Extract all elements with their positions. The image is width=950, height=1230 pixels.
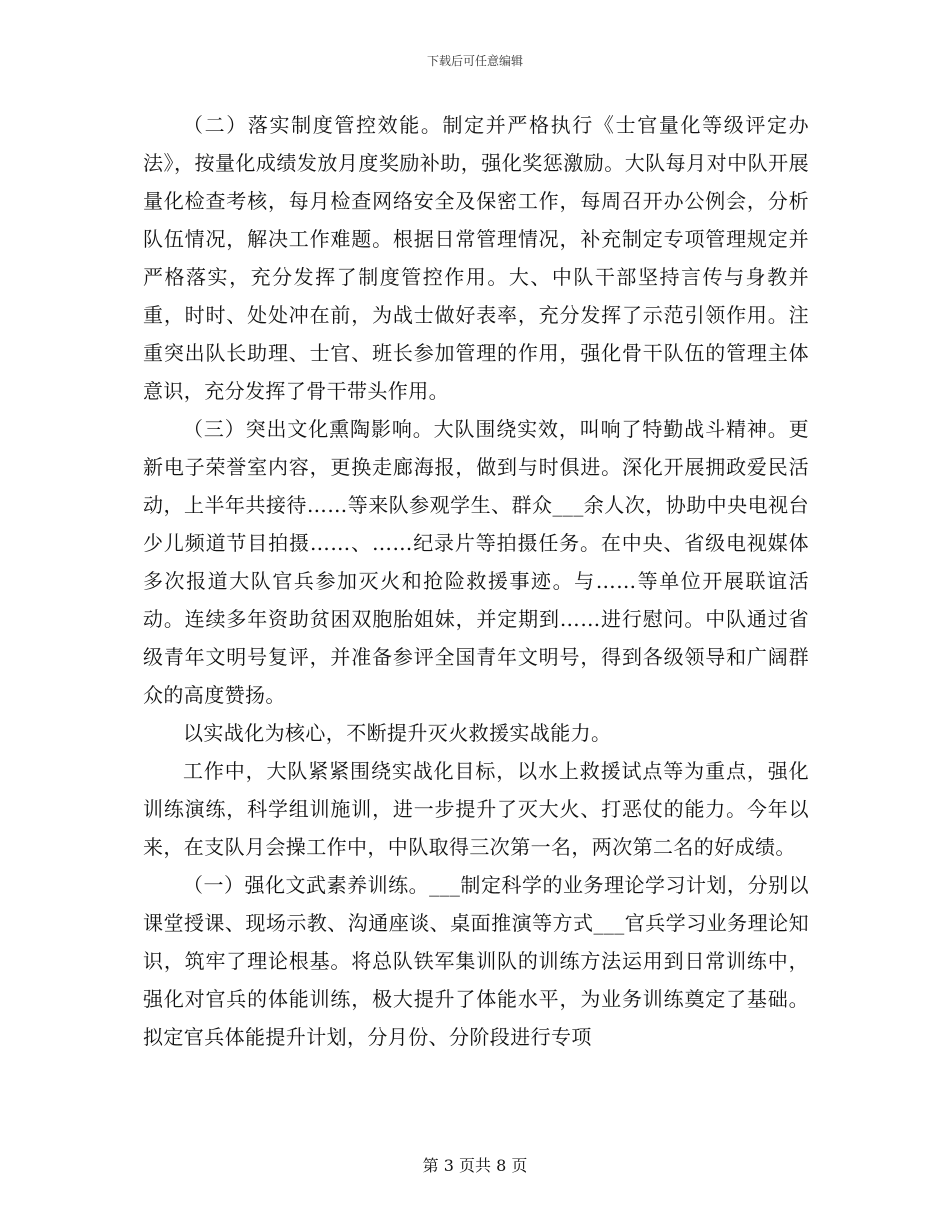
paragraph-culture-influence: （三）突出文化熏陶影响。大队围绕实效，叫响了特勤战斗精神。更新电子荣誉室内容，更换走廊海报，做到与时俱进。深化开展拥政爱民活动，上半年共接待……等来队参观学生、群众___余人次，协助中央电视台少儿频道节目拍摄……、……纪录片等拍摄任务。在中央、省级电视媒体多次报道大队官兵参加灭火和抢险救援事迹。与……等单位开展联谊活动。连续多年资助贫困双胞胎姐妹，并定期到……进行慰问。中队通过省级青年文明号复评，并准备参评全国青年文明号，得到各级领导和广阔群众的高度赞扬。 [143, 417, 809, 707]
page-number: 第 3 页共 8 页 [422, 1156, 528, 1175]
paragraph-training-literacy: （一）强化文武素养训练。___制定科学的业务理论学习计划，分别以课堂授课、现场示教、沟通座谈、桌面推演等方式___官兵学习业务理论知识，筑牢了理论根基。将总队铁军集训队的训练方法运用到日常训练中，强化对官兵的体能训练，极大提升了体能水平，为业务训练奠定了基础。拟定官兵体能提升计划，分月份、分阶段进行专项 [143, 873, 809, 1049]
paragraph-institution-control: （二）落实制度管控效能。制定并严格执行《士官量化等级评定办法》，按量化成绩发放月度奖励补助，强化奖惩激励。大队每月对中队开展量化检查考核，每月检查网络安全及保密工作，每周召开办公例会，分析队伍情况，解决工作难题。根据日常管理情况，补充制定专项管理规定并严格落实，充分发挥了制度管控作用。大、中队干部坚持言传与身教并重，时时、处处冲在前，为战士做好表率，充分发挥了示范引领作用。注重突出队长助理、士官、班长参加管理的作用，强化骨干队伍的管理主体意识，充分发挥了骨干带头作用。 [143, 113, 809, 403]
page-header-note: 下载后可任意编辑 [426, 54, 523, 68]
paragraph-training-overview: 工作中，大队紧紧围绕实战化目标，以水上救援试点等为重点，强化训练演练，科学组训施训，进一步提升了灭大火、打恶仗的能力。今年以来，在支队月会操工作中，中队取得三次第一名，两次第二名的好成绩。 [143, 759, 809, 859]
section-heading-combat-readiness: 以实战化为核心，不断提升灭火救援实战能力。 [183, 721, 612, 745]
document-body [143, 106, 809, 1056]
